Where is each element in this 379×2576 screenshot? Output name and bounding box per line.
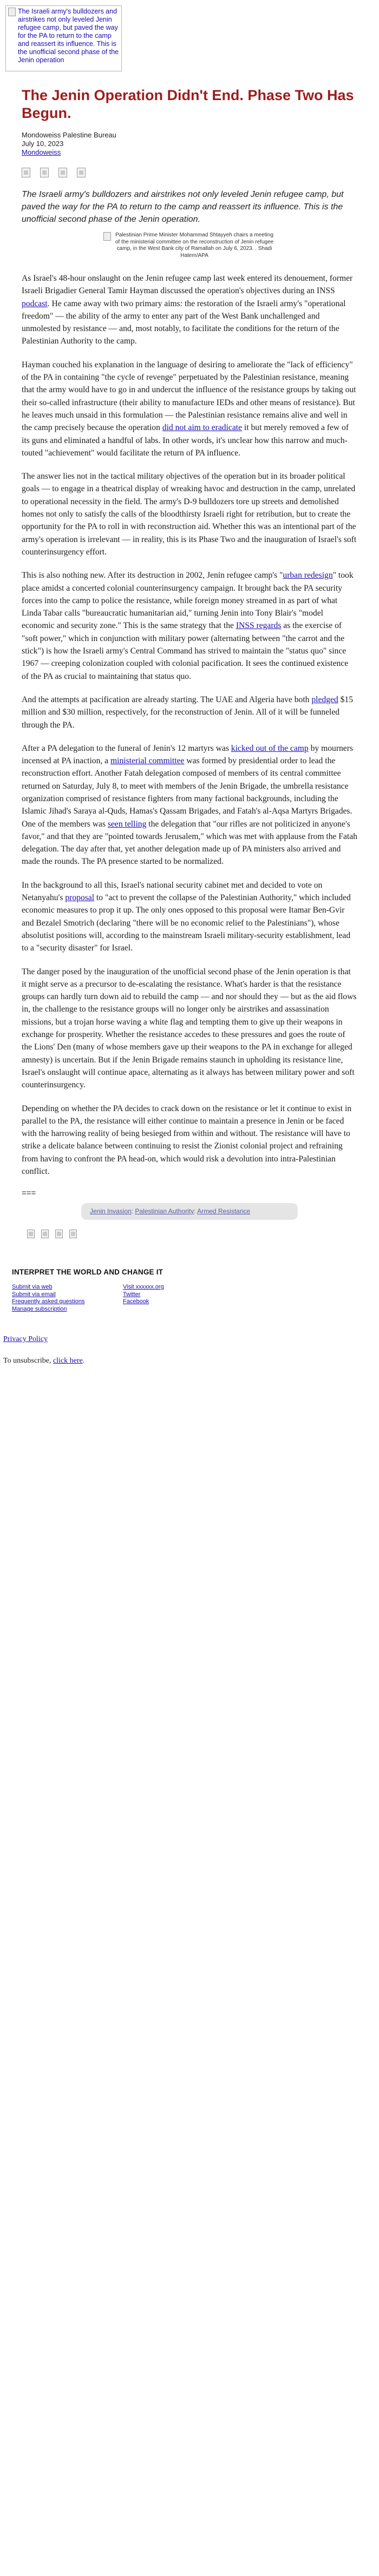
tag-list: Jenin Invasion: Palestinian Authority: Armed Resistance <box>81 1203 298 1220</box>
share-row <box>22 168 357 177</box>
paragraph: As Israel's 48-hour onslaught on the Jenin refugee camp last week entered its denouement, former Israeli Brigadier General Tamir Hayman discussed the operation's objectives during an INSS podcast. He came away with two primary aims: the restoration of the Israeli army's "operational freedom" — the ability of the army to enter any part of the West Bank unchallenged and unmolested by resistance — and, most notably, to facilitate the conditions for the return of the Palestinian Authority to the camp. <box>22 274 353 346</box>
inss-regards-link[interactable]: INSS regards <box>236 621 282 631</box>
ministerial-committee-link[interactable]: ministerial committee <box>110 756 185 766</box>
footer-col-submit <box>12 1284 123 1313</box>
faq-link[interactable]: Frequently asked questions <box>12 1298 85 1305</box>
paragraph: After a PA delegation to the funeral of Jenin's 12 martyrs was kicked out of the camp by mourners incensed at PA inaction, a ministerial committee was formed by presidential order to lead the reconstruction effort. Another Fatah delegation composed of members of its central committee returned on Saturday, July 8, to meet with members of the Jenin Brigade, the umbrella resistance organization comprised of resistance fighters from many factional backgrounds, including the Islamic Jihad's Saraya al-Quds, Hamas's Qassam Brigades, and Fatah's al-Aqsa Martyrs Brigades. One of the members was seen telling the delegation that "our rifles are not politicized in anyone's favor," and that they are "pointed towards Jerusalem," which was met with applause from the Fatah delegation. The day after that, yet another delegation made up of PA ministers also arrived and made the rounds. The PA presence started to be normalized. <box>22 743 357 867</box>
share-print-icon[interactable] <box>69 1230 77 1238</box>
share-twitter-icon[interactable] <box>41 1230 49 1238</box>
byline <box>22 131 357 157</box>
paragraph: Hayman couched his explanation in the language of desiring to ameliorate the "lack of efficiency" of the PA in containing "the cycle of revenge" perpetuated by the Palestinian resistance, meaning that the army would have to go in and undercut the influence of the resistance groups by taking out their so-called infrastructure (their ability to manufacture IEDs and other means of resistance). But he leaves much unsaid in this formulation — the Palestinian resistance remains alive and well in the camp precisely because the operation did not aim to eradicate it but merely removed a few of its guns and eliminated a handful of labs. In other words, it's unclear how this narrow and much-touted "achievement" would facilitate the return of PA influence. <box>22 360 356 458</box>
footer-heading: INTERPRET THE WORLD AND CHANGE IT <box>12 1268 164 1277</box>
standfirst: The Israeli army's bulldozers and airstrikes not only leveled Jenin refugee camp, but paved the way for the PA to return to the camp and reassert its influence. This is the unofficial second phase of the Jenin operation. <box>22 190 344 224</box>
paragraph: And the attempts at pacification are already starting. The UAE and Algeria have both pledged $15 million and $30 million, respectively, for the reconstruction of Jenin. All of it will be funneled through the PA. <box>22 695 354 730</box>
submit-email-link[interactable]: Submit via email <box>12 1291 56 1298</box>
hero-image-alt: The Israeli army's bulldozers and airstrikes not only leveled Jenin refugee camp, but paved the way for the PA to return to the camp and reassert its influence. This is the unofficial second phase of the Jenin operation <box>18 8 119 64</box>
bottom-links <box>0 1313 379 1366</box>
tag-palestinian-authority[interactable]: Palestinian Authority <box>135 1207 194 1216</box>
tag-jenin-invasion[interactable]: Jenin Invasion <box>90 1207 132 1216</box>
podcast-link[interactable]: podcast <box>22 299 48 308</box>
figure-caption: Palestinian Prime Minister Mohammad Shtayyeh chairs a meeting of the ministerial committee on the reconstruction of Jenin refugee camp, in the West Bank city of Ramallah on July 6, 2023. . Shadi Hatem/APA <box>115 232 274 259</box>
paragraph: The danger posed by the inauguration of the unofficial second phase of the Jenin operation is that it might serve as a precursor to de-escalating the resistance. What's harder is that the resistance groups can hardly turn down aid to rebuild the camp — and nor should they — but as the aid flows in, the challenge to the resistance groups will no longer only be airstrikes and assassination missions, but a trojan horse waving a white flag and tempting them to give up their weapons in exchange for prosperity. Whether the resistance accedes to these pressures and goes the route of the Lions' Den (many of whose members gave up their weapons to the PA in exchange for alleged amnesty) is uncertain. But if the Jenin Brigade remains staunch in upholding its resistance line, Israel's onslaught will continue apace, alternating as it always has between military power and soft counterinsurgency. <box>22 967 357 1090</box>
date: July 10, 2023 <box>22 140 64 148</box>
article-title: The Jenin Operation Didn't End. Phase Two Has Begun. <box>22 87 354 121</box>
twitter-link[interactable]: Twitter <box>123 1291 141 1298</box>
share-print-icon[interactable] <box>77 168 86 177</box>
newsletter-footer <box>0 1268 379 1313</box>
visit-site-link[interactable]: Visit xxxxxx.org <box>123 1284 164 1291</box>
paragraph: The answer lies not in the tactical military objectives of the operation but in its broader political goals — to engage in a theatrical display of wreaking havoc and destruction in the camp, unrelated to operational necessity in the field. The army's D-9 bulldozers tore up streets and demolished homes not only to satisfy the calls of the bloodthirsty Israeli right for retribution, but to create the opportunity for the PA to roll in with reconstruction aid. Whether this was an intentional part of the army's operation is irrelevant — in reality, this is its Phase Two and the inauguration of Israel's soft counterinsurgency effort. <box>22 472 357 557</box>
kicked-out-link[interactable]: kicked out of the camp <box>231 743 309 753</box>
manage-subscription-link[interactable]: Manage subscription <box>12 1305 67 1312</box>
article-body <box>22 272 357 1178</box>
paragraph: Depending on whether the PA decides to crack down on the resistance or let it continue to exist in parallel to the PA, the resistance will either continue to maintain a presence in Jenin or be faced with the harrowing reality of being besieged from within and without. The resistance will have to strike a delicate balance between continuing to resist the Zionist colonial project and refraining from having to confront the PA head-on, which would risk a devolution into intra-Palestinian conflict. <box>22 1104 352 1176</box>
tag-armed-resistance[interactable]: Armed Resistance <box>197 1207 251 1216</box>
broken-image-icon <box>8 8 16 16</box>
separator: === <box>22 1188 36 1198</box>
broken-image-icon <box>103 232 111 241</box>
unsubscribe-line: To unsubscribe, click here. <box>3 1357 85 1365</box>
paragraph: In the background to all this, Israel's national security cabinet met and decided to vote on Netanyahu's proposal to "act to prevent the collapse of the Palestinian Authority," which included economic measures to prop it up. The only ones opposed to this proposal were Itamar Ben-Gvir and Bezalel Smotrich (declaring "there will be no economic relief to the Palestinians"), whose absolutist positions will, according to the mainstream Israeli military-security establishment, lead to a "security disaster" for Israel. <box>22 880 351 953</box>
footer-col-social <box>123 1284 234 1313</box>
pledged-link[interactable]: pledged <box>311 695 338 704</box>
seen-telling-link[interactable]: seen telling <box>107 819 147 829</box>
submit-web-link[interactable]: Submit via web <box>12 1284 53 1291</box>
unsubscribe-link[interactable]: click here <box>53 1357 83 1365</box>
paragraph: This is also nothing new. After its destruction in 2002, Jenin refugee camp's "urban redesign" took place amidst a concerted colonial counterinsurgency campaign. It brought back the PA security forces into the camp to police the resistance, while foreign money streamed in as part of what Linda Tabar calls "bureaucratic humanitarian aid," turning Jenin into Tony Blair's "model economic and security zone." This is the same strategy that the INSS regards as the exercise of "soft power," which in conjunction with military power (alternating between "the carrot and the stick") is how the Israeli army's Central Command has strived to maintain the "status quo" since 1967 — creeping colonization coupled with colonial pacification. It sees the continued existence of the PA as crucial to maintaining that status quo. <box>22 571 354 681</box>
share-email-icon[interactable] <box>58 168 67 177</box>
share-facebook-icon[interactable] <box>27 1230 35 1238</box>
share-facebook-icon[interactable] <box>22 168 30 177</box>
did-not-aim-link[interactable]: did not aim to eradicate <box>162 423 243 433</box>
author: Mondoweiss Palestine Bureau <box>22 131 116 139</box>
proposal-link[interactable]: proposal <box>65 893 95 903</box>
article-container <box>22 71 357 1238</box>
footer-share-row <box>22 1230 357 1238</box>
article-figure <box>22 232 357 259</box>
urban-redesign-link[interactable]: urban redesign <box>283 571 333 580</box>
share-email-icon[interactable] <box>55 1230 63 1238</box>
share-twitter-icon[interactable] <box>40 168 49 177</box>
facebook-link[interactable]: Facebook <box>123 1298 149 1305</box>
privacy-policy-link[interactable]: Privacy Policy <box>3 1335 48 1344</box>
publication-link[interactable]: Mondoweiss <box>22 148 61 156</box>
hero-image <box>5 5 122 71</box>
